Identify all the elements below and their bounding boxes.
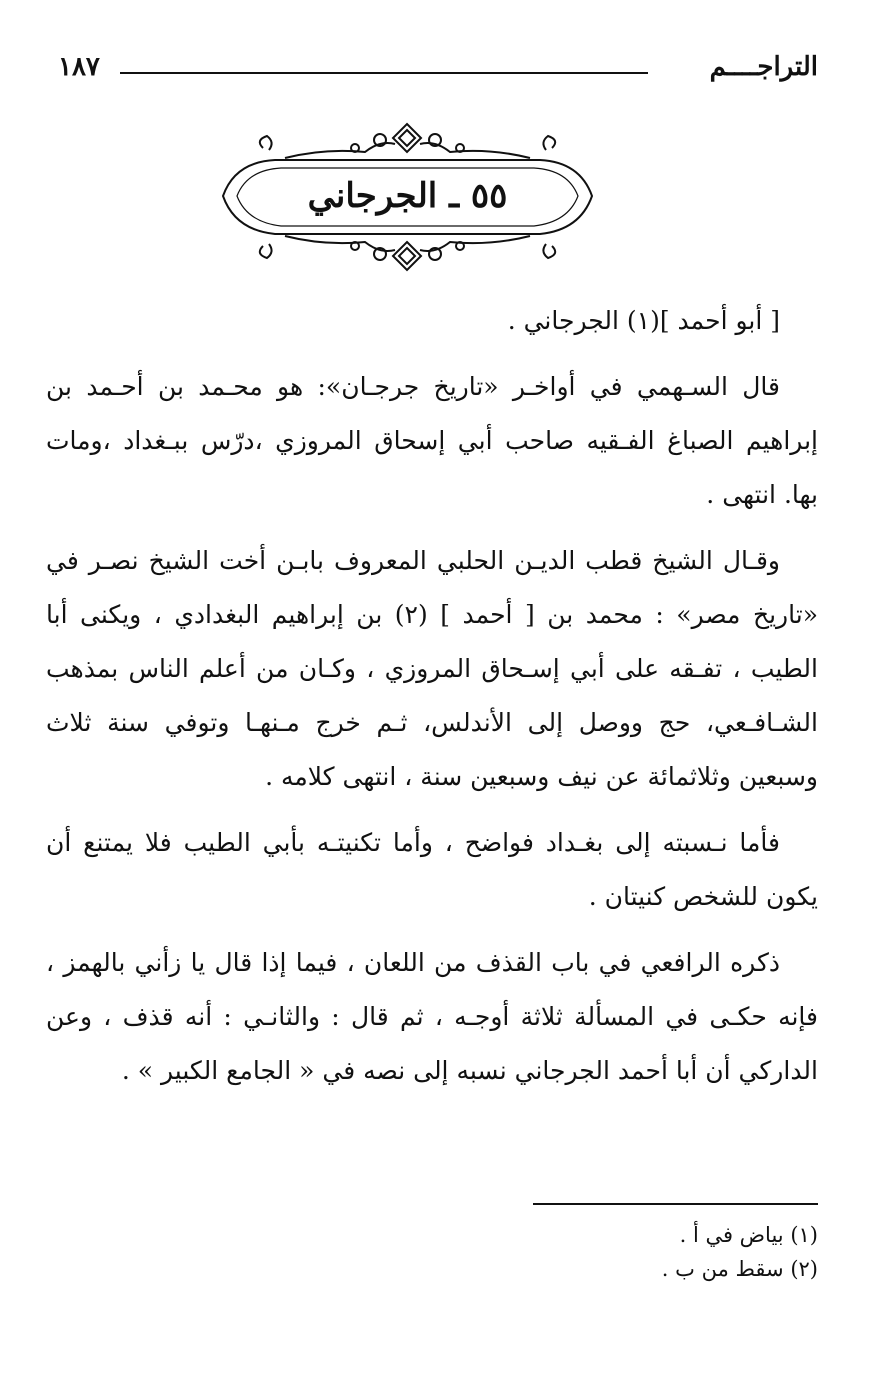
footnote-rule [533, 1203, 818, 1205]
paragraph: ذكره الرافعي في باب القذف من اللعان ، فيما إذا قال يا زأني بالهمز ، فإنه حكـى في المسألة ثلاثة أوجـه ، ثم قال : والثانـي : أنه قذف ، وعن الداركي أن أبا أحمد الجرجاني نسبه إلى نصه في « الجامع الكبير » . [46, 948, 818, 1085]
paragraph: قال السـهمي في أواخـر «تاريخ جرجـان»: هو محـمد بن أحـمد بن إبراهيم الصباغ الفـقيه صاحب أبي إسحاق المروزي ،درّس ببـغداد ،ومات بها. انتهى . [46, 372, 818, 509]
footnote: (٢) سقط من ب . [661, 1257, 818, 1281]
page-header [58, 52, 818, 92]
chapter-title-frame [215, 118, 600, 278]
page-number: ١٨٧ [58, 52, 100, 82]
paragraph: فأما نـسبته إلى بغـداد فواضح ، وأما تكنيتـه بأبي الطيب فلا يمتنع أن يكون للشخص كنيتان . [46, 828, 818, 911]
footnotes [418, 1218, 818, 1286]
running-title: التراجــــم [709, 52, 818, 82]
paragraph: [ أبو أحمد ](١) الجرجاني . [507, 306, 780, 335]
paragraph: وقـال الشيخ قطب الديـن الحلبي المعروف بابـن أخت الشيخ نصـر في «تاريخ مصر» : محمد بن [ أحمد ] (٢) بن إبراهيم البغدادي ، ويكنى أبا الطيب ، تفـقه على أبي إسـحاق المروزي ، وكـان من أعلم الناس بمذهب الشـافـعي، حج ووصل إلى الأندلس، ثـم خرج مـنهـا وتوفي سنة ثلاث وسبعين وثلاثمائة عن نيف وسبعين سنة ، انتهى كلامه . [46, 546, 818, 791]
chapter-title: ٥٥ ـ الجرجاني [307, 176, 508, 216]
body-text [46, 294, 818, 1110]
header-rule [120, 72, 648, 74]
footnote: (١) بياض في أ . [679, 1223, 818, 1247]
